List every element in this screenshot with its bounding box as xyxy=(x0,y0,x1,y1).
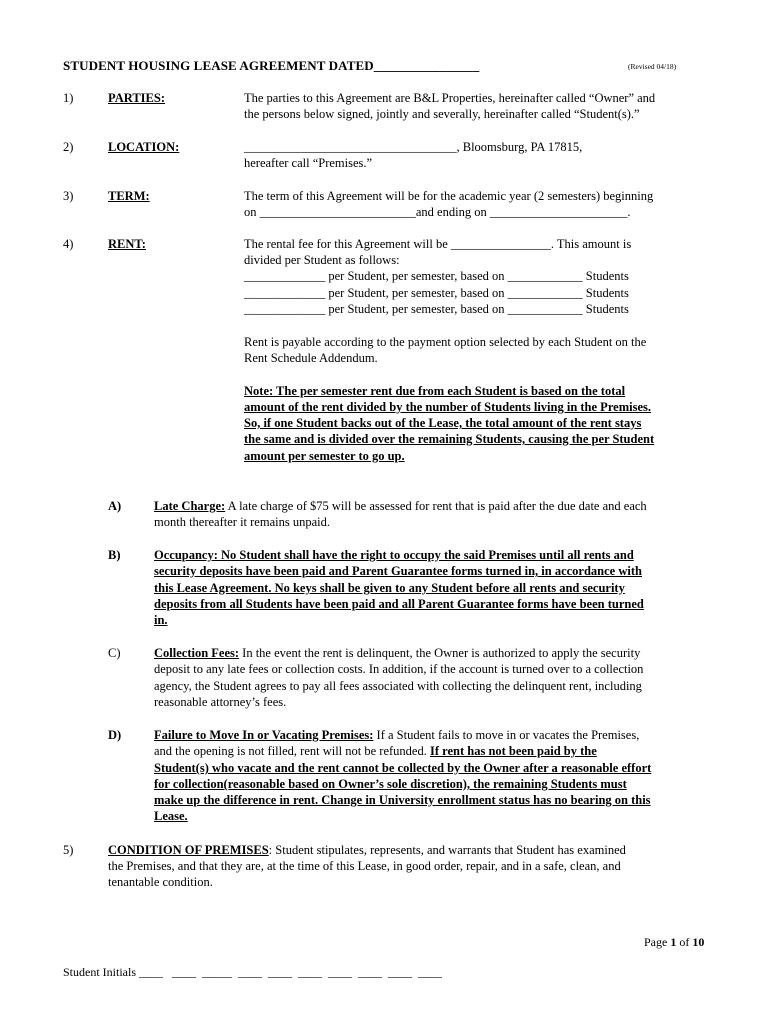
term-line-1: The term of this Agreement will be for the academic year (2 semesters) beginning xyxy=(244,189,654,203)
section-heading-parties: PARTIES: xyxy=(108,91,165,105)
section-number: 3) xyxy=(63,189,74,203)
parties-line-2: the persons below signed, jointly and severally, hereinafter called “Student(s).” xyxy=(244,107,640,121)
failure-move-in-line-4: for collection(reasonable based on Owner’s sole discretion), the remaining Students must xyxy=(154,777,627,791)
collection-fees-line-1: Collection Fees: In the event the rent is delinquent, the Owner is authorized to apply the security xyxy=(154,646,641,660)
rent-split-line: _____________ per Student, per semester, based on ____________ Students xyxy=(244,286,629,300)
failure-move-in-line-2: and the opening is not filled, rent will not be refunded. If rent has not been paid by the xyxy=(154,744,597,758)
student-initials-line: Student Initials ____ ____ _____ ____ ____ ____ ____ ____ ____ ____ xyxy=(63,965,442,979)
clause-letter: C) xyxy=(108,646,121,660)
failure-move-in-line-1: Failure to Move In or Vacating Premises: If a Student fails to move in or vacates the Premises, xyxy=(154,728,640,742)
rent-line-1: The rental fee for this Agreement will be ________________. This amount is xyxy=(244,237,632,251)
section-number: 1) xyxy=(63,91,74,105)
rent-note-line: amount per semester to go up. xyxy=(244,449,405,463)
rent-note-line: So, if one Student backs out of the Lease, the total amount of the rent stays xyxy=(244,416,642,430)
condition-line-2: the Premises, and that they are, at the time of this Lease, in good order, repair, and in a safe, clean, and xyxy=(108,859,621,873)
clause-letter: A) xyxy=(108,499,122,513)
collection-fees-line-2: deposit to any late fees or collection costs. In addition, if the account is turned over to a collection xyxy=(154,662,644,676)
failure-move-in-line-3: Student(s) who vacate and the rent cannot be collected by the Owner after a reasonable effort xyxy=(154,761,652,775)
rent-payable-line-1: Rent is payable according to the payment option selected by each Student on the xyxy=(244,335,647,349)
late-charge-line-1: Late Charge: A late charge of $75 will be assessed for rent that is paid after the due date and each xyxy=(154,499,647,513)
occupancy-line: security deposits have been paid and Parent Guarantee forms turned in, in accordance with xyxy=(154,564,642,578)
rent-split-line: _____________ per Student, per semester, based on ____________ Students xyxy=(244,269,629,283)
section-heading-term: TERM: xyxy=(108,189,150,203)
location-line-2: hereafter call “Premises.” xyxy=(244,156,373,170)
parties-line-1: The parties to this Agreement are B&L Properties, hereinafter called “Owner” and xyxy=(244,91,656,105)
clause-letter: B) xyxy=(108,548,121,562)
section-heading-condition: CONDITION OF PREMISES xyxy=(108,843,269,857)
section-number: 5) xyxy=(63,843,74,857)
occupancy-line: in. xyxy=(154,613,168,627)
failure-move-in-line-6: Lease. xyxy=(154,809,188,823)
term-line-2: on _________________________and ending on ______________________. xyxy=(244,205,631,219)
page-number: Page 1 of 10 xyxy=(644,935,705,949)
rent-split-line: _____________ per Student, per semester, based on ____________ Students xyxy=(244,302,629,316)
location-line-1: __________________________________, Bloomsburg, PA 17815, xyxy=(244,140,583,154)
condition-line-1: CONDITION OF PREMISES: Student stipulates, represents, and warrants that Student has examined xyxy=(108,843,626,857)
occupancy-line: Occupancy: No Student shall have the right to occupy the said Premises until all rents and xyxy=(154,548,634,562)
section-heading-rent: RENT: xyxy=(108,237,146,251)
late-charge-line-2: month thereafter it remains unpaid. xyxy=(154,515,330,529)
rent-payable-line-2: Rent Schedule Addendum. xyxy=(244,351,378,365)
late-charge-heading: Late Charge: xyxy=(154,499,226,513)
rent-note-line: Note: The per semester rent due from each Student is based on the total xyxy=(244,384,626,398)
rent-note-line: the same and is divided over the remaining Students, causing the per Student xyxy=(244,432,655,446)
rent-note-line: amount of the rent divided by the number of Students living in the Premises. xyxy=(244,400,651,414)
collection-fees-heading: Collection Fees: xyxy=(154,646,240,660)
occupancy-line: deposits from all Students have been paid and all Parent Guarantee forms have been turned xyxy=(154,597,644,611)
document-title: STUDENT HOUSING LEASE AGREEMENT DATED________________ xyxy=(63,58,480,73)
collection-fees-line-3: agency, the Student agrees to pay all fees associated with collecting the delinquent rent, including xyxy=(154,679,642,693)
revision-note: (Revised 04/18) xyxy=(628,62,677,71)
clause-letter: D) xyxy=(108,728,122,742)
section-number: 2) xyxy=(63,140,74,154)
collection-fees-line-4: reasonable attorney’s fees. xyxy=(154,695,287,709)
section-heading-location: LOCATION: xyxy=(108,140,180,154)
rent-line-2: divided per Student as follows: xyxy=(244,253,400,267)
failure-move-in-heading: Failure to Move In or Vacating Premises: xyxy=(154,728,374,742)
condition-line-3: tenantable condition. xyxy=(108,875,213,889)
occupancy-line: this Lease Agreement. No keys shall be given to any Student before all rents and security xyxy=(154,581,625,595)
failure-move-in-line-5: make up the difference in rent. Change in University enrollment status has no bearing on this xyxy=(154,793,651,807)
section-number: 4) xyxy=(63,237,74,251)
